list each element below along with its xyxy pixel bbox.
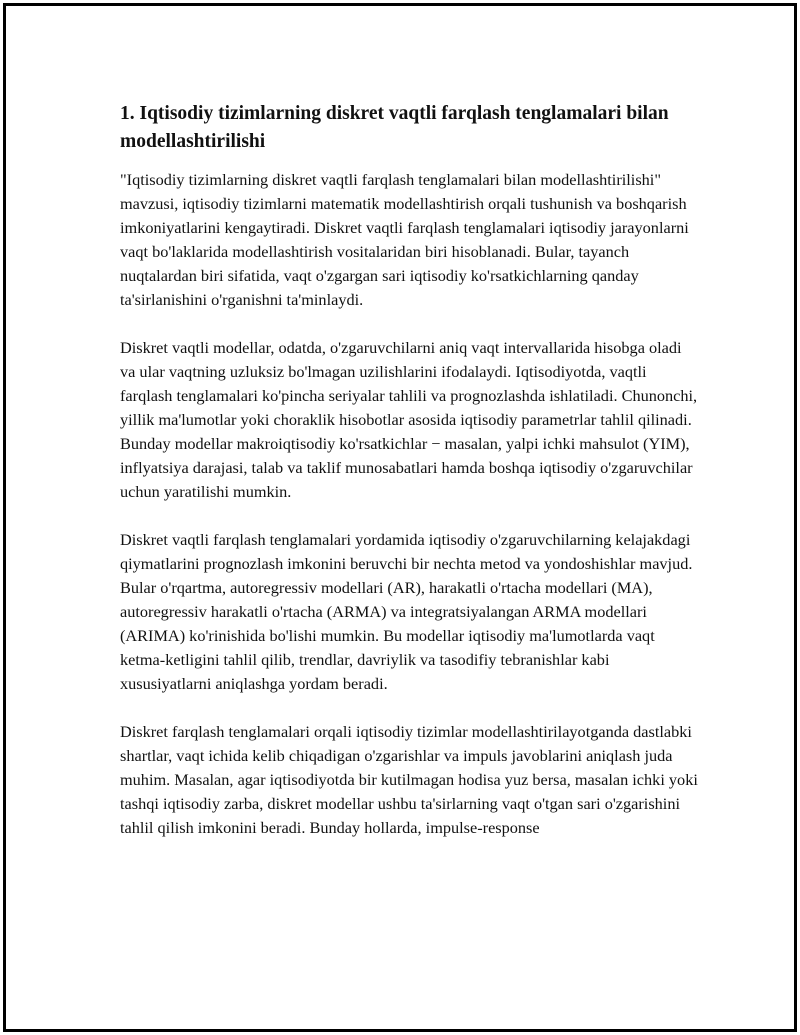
page-frame <box>3 3 797 1032</box>
paragraph-3: Diskret vaqtli farqlash tenglamalari yordamida iqtisodiy o'zgaruvchilarning kelajakdagi qiymatlarini prognozlash imkonini beruvchi bir nechta metod va yondoshishlar mavjud. Bular o'rqartma, autoregressiv modellari (AR), harakatli o'rtacha modellari (MA), autoregressiv harakatli o'rtacha (ARMA) va integratsiyalangan ARMA modellari (ARIMA) ko'rinishida bo'lishi mumkin. Bu modellar iqtisodiy ma'lumotlarda vaqt ketma-ketligini tahlil qilib, trendlar, davriylik va tasodifiy tebranishlar kabi xususiyatlarni aniqlashga yordam beradi. <box>120 530 693 693</box>
section-heading: 1. Iqtisodiy tizimlarning diskret vaqtli farqlash tenglamalari bilan modellashtirilishi <box>120 103 669 152</box>
paragraph-4: Diskret farqlash tenglamalari orqali iqtisodiy tizimlar modellashtirilayotganda dastlabki shartlar, vaqt ichida kelib chiqadigan o'zgarishlar va impuls javoblarini aniqlash juda muhim. Masalan, agar iqtisodiyotda bir kutilmagan hodisa yuz bersa, masalan ichki yoki tashqi iqtisodiy zarba, diskret modellar ushbu ta'sirlarning vaqt o'tgan sari o'zgarishini tahlil qilish imkonini beradi. Bunday hollarda, impulse-response <box>120 722 698 837</box>
document-body <box>120 100 700 840</box>
paragraph-2: Diskret vaqtli modellar, odatda, o'zgaruvchilarni aniq vaqt intervallarida hisobga oladi va ular vaqtning uzluksiz bo'lmagan uzilishlarini ifodalaydi. Iqtisodiyotda, vaqtli farqlash tenglamalari ko'pincha seriyalar tahlili va prognozlashda ishlatiladi. Chunonchi, yillik ma'lumotlar yoki choraklik hisobotlar asosida iqtisodiy parametrlar tahlil qilinadi. Bunday modellar makroiqtisodiy ko'rsatkichlar − masalan, yalpi ichki mahsulot (YIM), inflyatsiya darajasi, talab va taklif munosabatlari hamda boshqa iqtisodiy o'zgaruvchilar uchun yaratilishi mumkin. <box>120 338 698 501</box>
paragraph-1: "Iqtisodiy tizimlarning diskret vaqtli farqlash tenglamalari bilan modellashtirilishi" mavzusi, iqtisodiy tizimlarni matematik modellashtirish orqali tushunish va boshqarish imkoniyatlarini kengaytiradi. Diskret vaqtli farqlash tenglamalari iqtisodiy jarayonlarni vaqt bo'laklarida modellashtirish vositalaridan biri hisoblanadi. Bular, tayanch nuqtalardan biri sifatida, vaqt o'zgargan sari iqtisodiy ko'rsatkichlarning qanday ta'sirlanishini o'rganishni ta'minlaydi. <box>120 170 689 309</box>
